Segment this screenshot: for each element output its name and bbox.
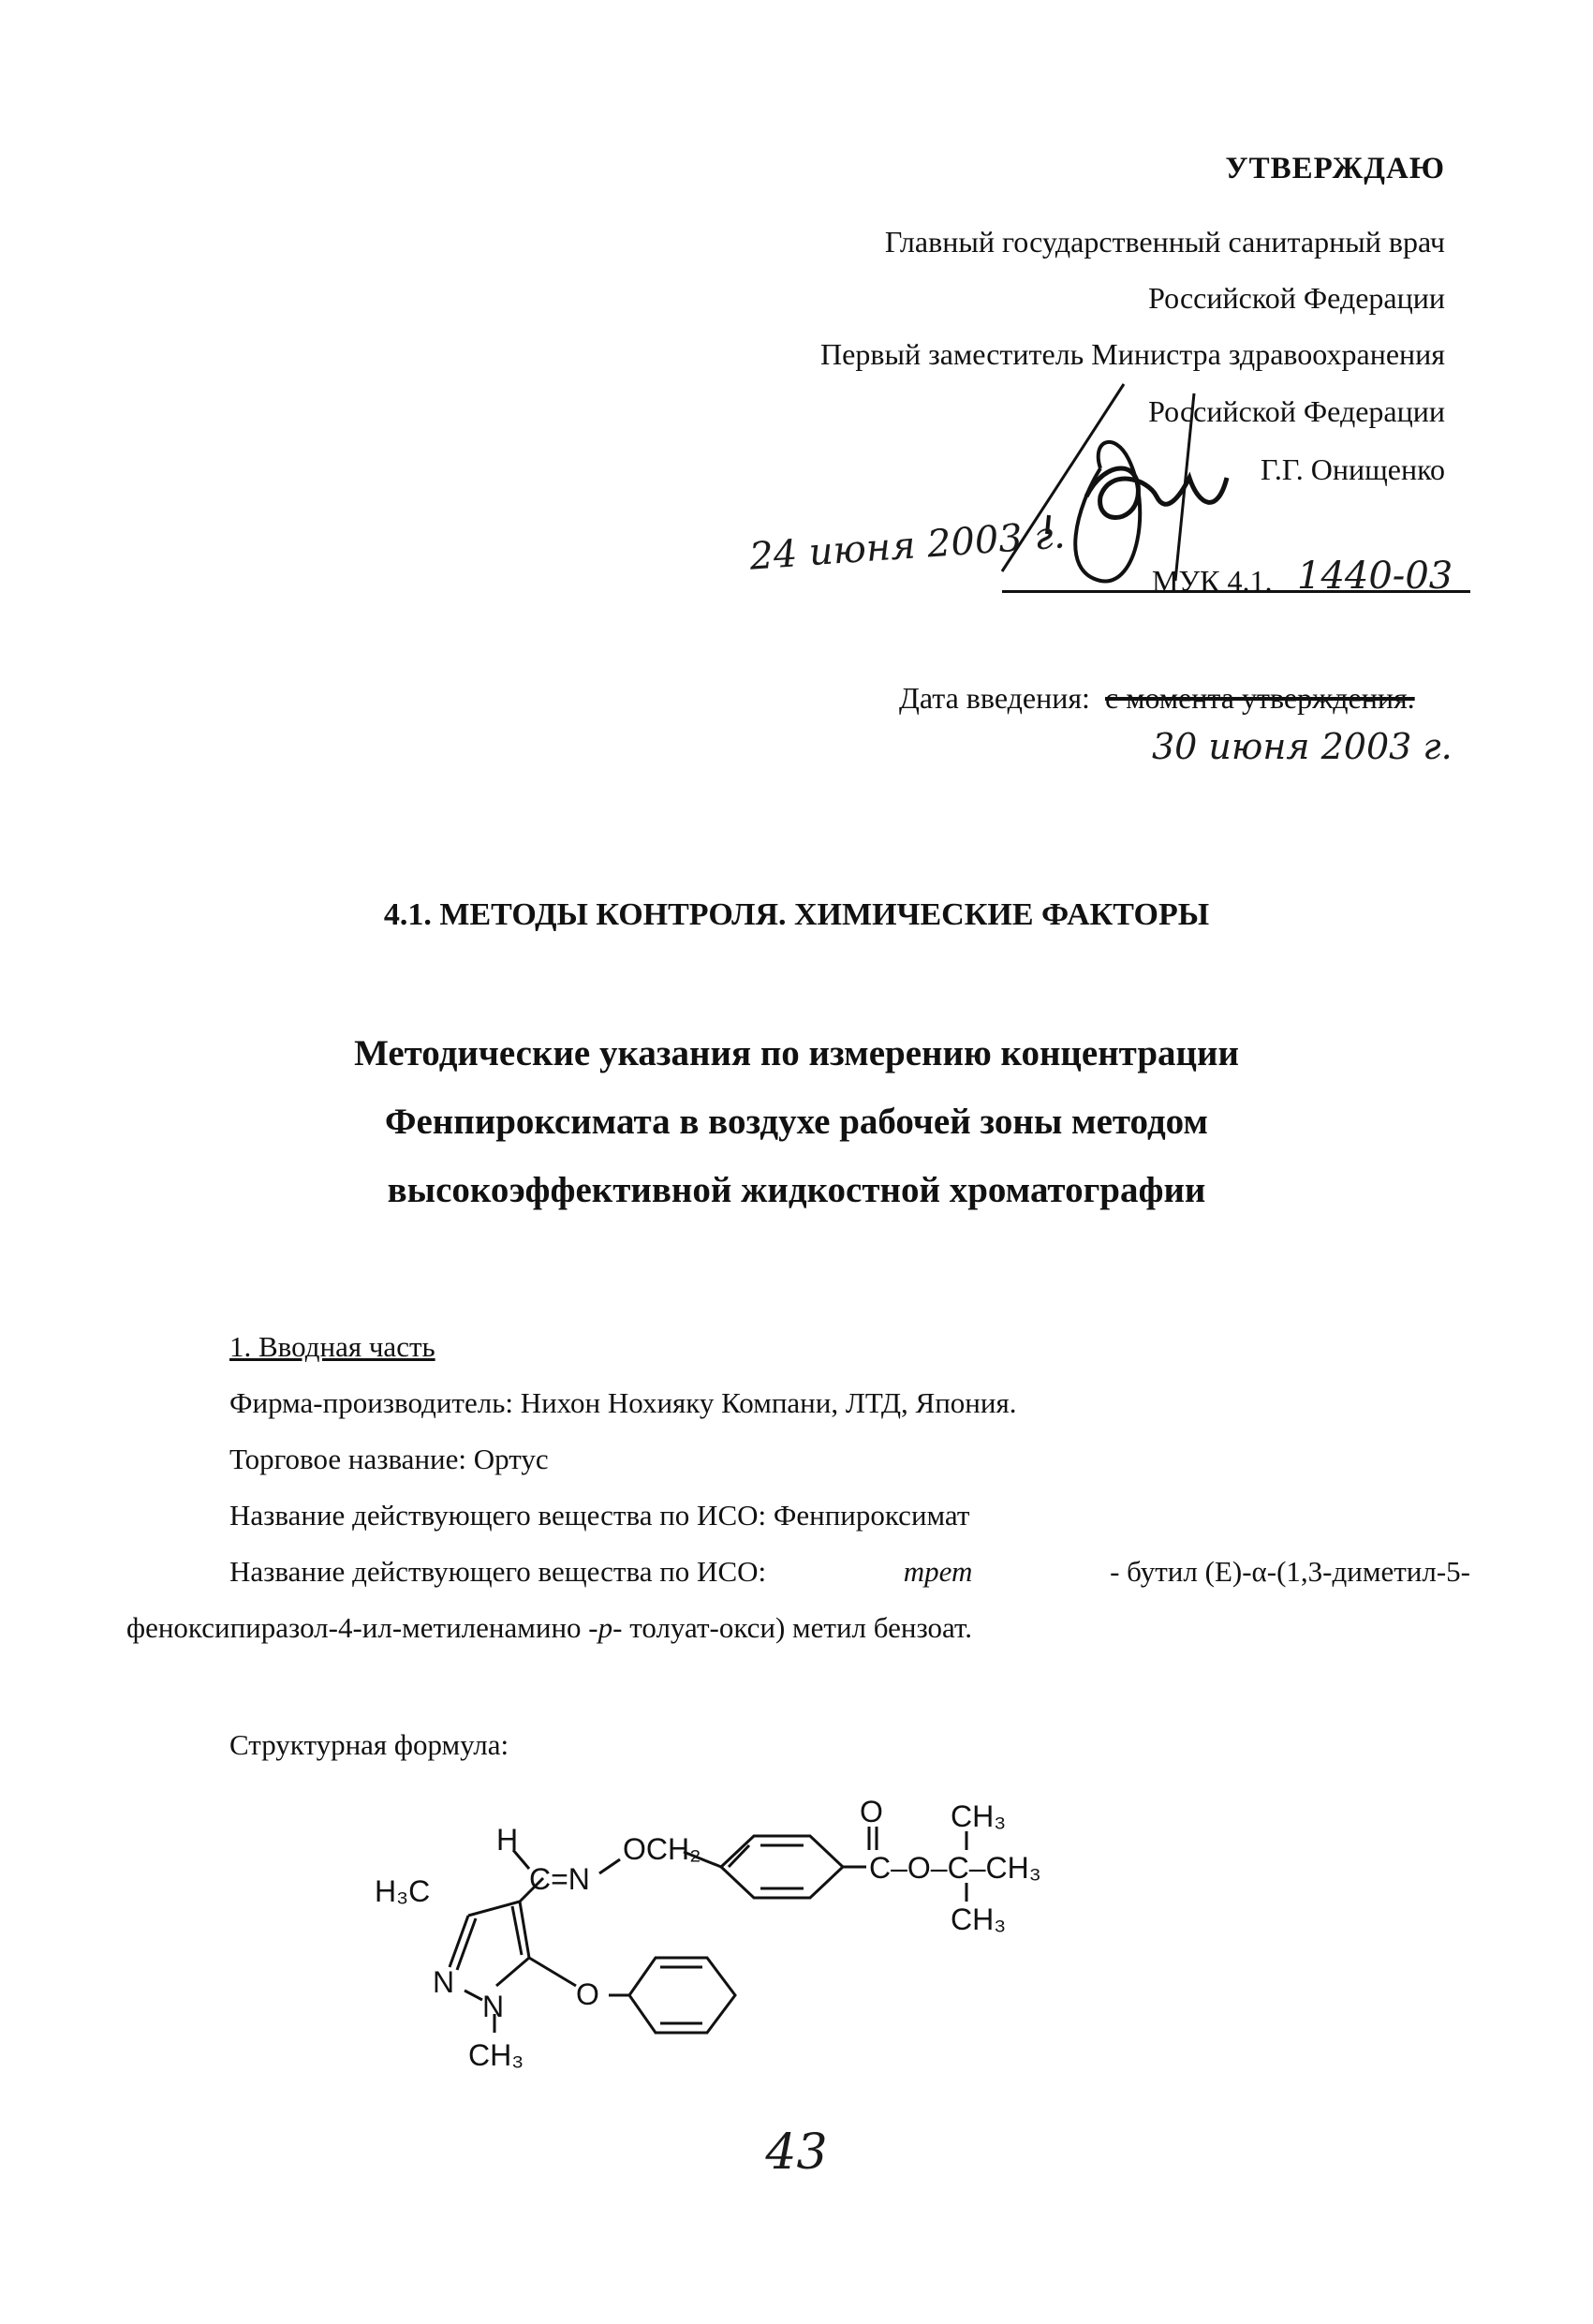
trade-name: Торговое название: Ортус [229,1443,549,1475]
approval-line-3: Первый заместитель Министра здравоохранения [820,337,1445,371]
iupac-line2-b: - толуат-окси) метил бензоат. [612,1611,972,1644]
iupac-line-1 [229,1555,1470,1589]
iso-name: Название действующего вещества по ИСО: Фенпироксимат [229,1499,970,1532]
iupac-line-2 [126,1611,972,1645]
intro-date-label: Дата введения: [899,681,1090,715]
formula-cn: C=N [529,1862,590,1896]
iupac-rest: - бутил (Е)-α-(1,3-диметил-5- [1110,1555,1470,1588]
intro-date-handwritten: 30 июня 2003 г. [1152,726,1453,767]
formula-h3c: H₃C [375,1874,431,1908]
formula-ester: C–O–C–CH₃ [869,1851,1041,1885]
formula-n1: N [433,1965,455,1999]
page-number: 43 [765,2124,828,2181]
doc-title-line-2: Фенпироксимата в воздухе рабочей зоны методом [384,1102,1208,1142]
approval-line-4: Российской Федерации [1148,394,1445,428]
structural-formula [375,1794,1105,2094]
approval-line-5: Г.Г. Онищенко [1260,452,1445,486]
formula-ch3-n: CH₃ [468,2038,524,2072]
doc-title-line-3: высокоэффективной жидкостной хроматографии [387,1170,1206,1210]
formula-h: H [496,1823,519,1857]
formula-n2: N [482,1990,505,2023]
intro-heading: 1. Вводная часть [229,1330,435,1363]
formula-o-carbonyl: O [860,1795,883,1828]
approval-title: УТВЕРЖДАЮ [1225,152,1445,185]
doc-title-line-1: Методические указания по измерению концентрации [354,1033,1239,1073]
section-title: 4.1. МЕТОДЫ КОНТРОЛЯ. ХИМИЧЕСКИЕ ФАКТОРЫ [383,897,1210,932]
iupac-line2-italic: р [597,1611,613,1644]
iupac-italic: трет [903,1555,973,1588]
structure-label: Структурная формула: [229,1728,509,1761]
intro-date-crossed: с момента утверждения. [1105,681,1415,715]
code-prefix: МУК 4.1. [1152,564,1273,598]
formula-o-phenoxy: O [576,1977,599,2011]
approval-line-1: Главный государственный санитарный врач [884,225,1445,259]
handwritten-date: 24 июня 2003 г. [747,513,1067,579]
manufacturer: Фирма-производитель: Нихон Нохияку Компани, ЛТД, Япония. [229,1386,1017,1419]
code-handwritten: 1440-03 [1297,555,1453,598]
iupac-prefix: Название действующего вещества по ИСО: [229,1555,767,1588]
iupac-line2-a: феноксипиразол-4-ил-метиленамино - [126,1611,598,1644]
formula-ch3-top: CH₃ [951,1799,1007,1833]
approval-line-2: Российской Федерации [1148,281,1445,315]
formula-och2: OCH₂ [623,1832,701,1866]
formula-ch3-bottom: CH₃ [951,1902,1007,1936]
